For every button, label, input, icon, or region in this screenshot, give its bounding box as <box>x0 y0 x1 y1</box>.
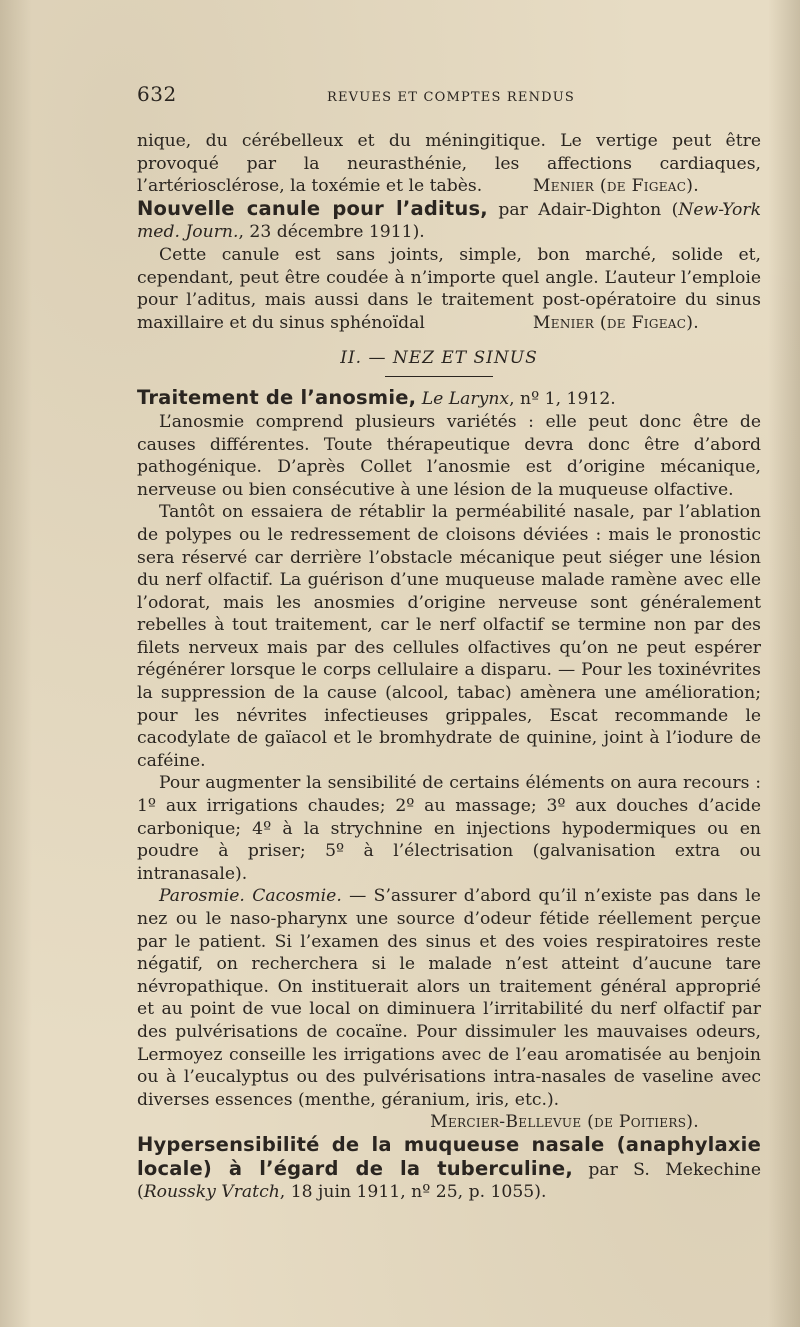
article-paragraph: Tantôt on essaiera de rétablir la perméabilité nasale, par l’ablation de polypes ou le redressement de cloisons déviées : mais le pronostic sera réservé car derrière l’obstacle mécanique peut siéger une lésion du nerf olfactif. La guérison d’une muqueuse malade ramène avec elle l’odorat, mais les anosmies d’origine nerveuse sont généralement rebelles à tout traitement, car le nerf olfactif se termine non par des filets nerveux mais par des cellules olfactives qu’on ne peut espérer régénérer lorsque le corps cellulaire a disparu. — Pour les toxinévrites la suppression de la cause (alcool, tabac) amènera une amélioration; pour les névrites infectieuses grippales, Escat recommande le cacodylate de gaïacol et le bromhydrate de quinine, joint à l’iodure de caféine. <box>137 502 761 771</box>
section-divider <box>385 376 493 377</box>
article-header <box>137 387 761 411</box>
continuation-text: nique, du cérébelleux et du méningitique. Le vertige peut être provoqué par la neurasthénie, les affections cardiaques, l’artériosclérose, la toxémie et le tabès. <box>137 131 761 197</box>
journal-name: Le Larynx <box>421 389 510 410</box>
subsection-label: Parosmie. Cacosmie. <box>159 886 342 907</box>
body-text <box>137 130 761 1204</box>
article-author: par S. Mekechine ( <box>137 1159 761 1203</box>
article-author: par Adair-Dighton ( <box>487 199 679 220</box>
paragraph-continuation <box>137 130 761 198</box>
article-paragraph <box>137 885 761 1111</box>
author-signature: Mercier-Bellevue (de Poitiers). <box>430 1112 699 1133</box>
article-title: Nouvelle canule pour l’aditus, <box>137 196 488 220</box>
citation: , 23 décembre 1911). <box>238 222 425 243</box>
subsection-text: — S’assurer d’abord qu’il n’existe pas dans le nez ou le naso-pharynx une source d’odeur fétide réellement perçue par le patient. Si l’examen des sinus et des voies respiratoires reste négatif, on recherchera si le malade n’est atteint d’aucune tare névropathique. On instituerait alors un traitement général approprié et au point de vue local on diminuera l’irritabilité du nerf olfactif par des pulvérisations de cocaïne. Pour dissimuler les mauvaises odeurs, Lermoyez conseille les irrigations avec de l’eau aromatisée au benjoin ou à l’eucalyptus ou des pulvérisations intra-nasales de vaseline avec diverses essences (menthe, géranium, iris, etc.). <box>137 886 761 1110</box>
section-heading: II. — NEZ ET SINUS <box>340 348 538 369</box>
author-signature: Menier (de Figeac). <box>532 176 699 197</box>
article-body-text: Cette canule est sans joints, simple, bon marché, solide et, cependant, peut être coudée à n’importe quel angle. L’auteur l’emploie pour l’aditus, mais aussi dans le traitement post-opératoire du sinus maxillaire et du sinus sphénoïdal <box>137 244 761 333</box>
journal-name: New-York med. Journ. <box>137 199 762 243</box>
citation: , 18 juin 1911, nº 25, p. 1055). <box>279 1182 547 1203</box>
citation: , nº 1, 1912. <box>509 389 616 410</box>
author-signature: Menier (de Figeac). <box>532 312 699 333</box>
document-page <box>137 82 761 1204</box>
running-title: REVUES ET COMPTES RENDUS <box>327 90 576 105</box>
article-header <box>137 198 761 244</box>
article-paragraph: L’anosmie comprend plusieurs variétés : elle peut donc être de causes différentes. Toute thérapeutique devra donc être d’abord pathogénique. D’après Collet l’anosmie est d’origine mécanique, nerveuse ou bien consécutive à une lésion de la muqueuse olfactive. <box>137 411 761 500</box>
journal-name: Roussky Vratch <box>143 1182 280 1203</box>
article-title: Hypersensibilité de la muqueuse nasale (anaphylaxie locale) à l’égard de la tuberculine, <box>137 1132 761 1180</box>
article-header <box>137 1134 761 1204</box>
page-number: 632 <box>137 82 177 106</box>
article-body <box>137 244 761 334</box>
running-head <box>137 82 761 112</box>
article-title: Traitement de l’anosmie, <box>137 386 417 410</box>
article-paragraph: Pour augmenter la sensibilité de certains éléments on aura recours : 1º aux irrigations chaudes; 2º au massage; 3º aux douches d’acide carbonique; 4º à la strychnine en injections hypodermiques ou en poudre à priser; 5º à l’électrisation (galvanisation extra ou intranasale). <box>137 773 761 884</box>
